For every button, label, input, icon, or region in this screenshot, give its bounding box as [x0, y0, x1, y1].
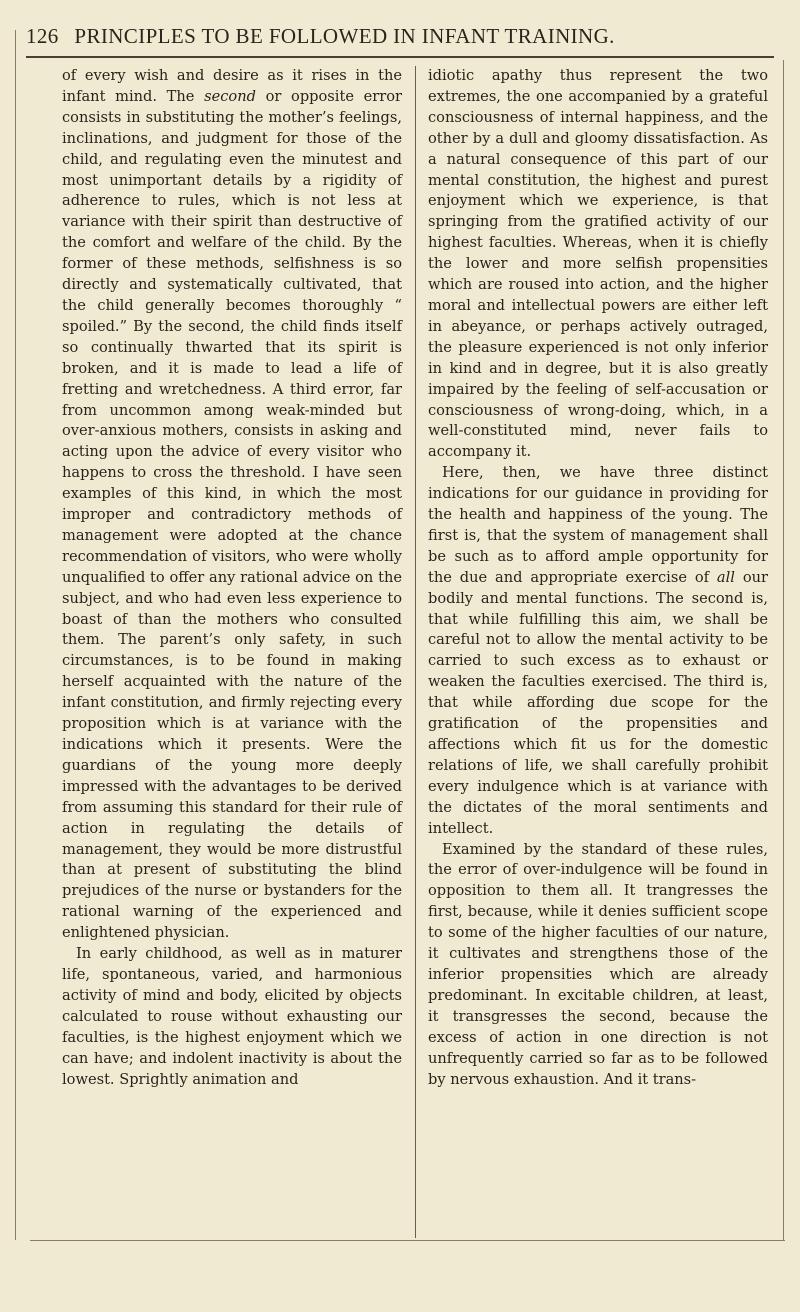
- left-paragraph-1: of every wish and desire as it rises in the infant mind. The second or opposite error consists in substituting the mother’s feelings, inclinations, and judgment for those of the child, and regulating even the minutest and most unimportant details by a rigidity of adherence to rules, which is not less at variance with their spirit than destructive of the comfort and welfare of the child. By the former of these methods, selfishness is so directly and systematically cultivated, that the child generally becomes thoroughly “ spoiled.” By the second, the child finds itself so continually thwarted that its spirit is broken, and it is made to lead a life of fretting and wretchedness. A third error, far from uncommon among weak-minded but over-anxious mothers, consists in asking and acting upon the advice of every visitor who happens to cross the threshold. I have seen examples of this kind, in which the most improper and contradictory methods of management were adopted at the chance recommendation of visitors, who were wholly unqualified to offer any rational advice on the subject, and who had even less experience to boast of than the mothers who consulted them. The parent’s only safety, in such circumstances, is to be found in making herself acquainted with the nature of the infant constitution, and firmly rejecting every proposition which is at variance with the indications which it presents. Were the guardians of the young more deeply impressed with the advantages to be derived from assuming this standard for their rule of action in regulating the details of management, they would be more distrustful than at present of substituting the blind prejudices of the nurse or bystanders for the rational warning of the experienced and enlightened physician.: [62, 67, 402, 942]
- left-column: [62, 66, 402, 1090]
- page-number: 126: [26, 24, 59, 48]
- right-paragraph-2: Here, then, we have three distinct indications for our guidance in providing for the health and happiness of the young. The first is, that the system of management shall be such as to afford ample opportunity for the due and appropriate exercise of all our bodily and mental functions. The second is, that while fulfilling this aim, we shall be careful not to allow the mental activity to be carried to such excess as to exhaust or weaken the faculties exercised. The third is, that while affording due scope for the gratification of the propensities and affections which fit us for the domestic relations of life, we shall carefully prohibit every indulgence which is at variance with the dictates of the moral sentiments and intellect.: [428, 464, 768, 837]
- right-paragraph-3: Examined by the standard of these rules, the error of over-indulgence will be found in opposition to them all. It trangresses the first, because, while it denies sufficient scope to some of the higher faculties of our nature, it cultivates and strengthens those of the inferior propensities which are already predominant. In excitable children, at least, it transgresses the second, because the excess of action in one direction is not unfrequently carried so far as to be followed by nervous exhaustion. And it trans-: [428, 840, 768, 1088]
- header-rule: [26, 56, 774, 58]
- right-page-edge-line: [783, 60, 784, 1240]
- right-column: [428, 66, 768, 1090]
- bottom-edge-line: [30, 1240, 785, 1241]
- left-paragraph-2: In early childhood, as well as in maturer life, spontaneous, varied, and harmonious activity of mind and body, elicited by objects calculated to rouse without exhausting our faculties, is the highest enjoyment which we can have; and indolent inactivity is about the lowest. Sprightly animation and: [62, 945, 402, 1088]
- left-page-edge-line: [15, 30, 16, 1240]
- running-title: PRINCIPLES TO BE FOLLOWED IN INFANT TRAINING.: [74, 24, 615, 48]
- emphasis-all: all: [716, 568, 735, 586]
- column-divider: [415, 66, 416, 1238]
- page-header: [26, 24, 766, 49]
- emphasis-second: second: [204, 87, 256, 105]
- right-paragraph-1: idiotic apathy thus represent the two extremes, the one accompanied by a grateful consciousness of internal happiness, and the other by a dull and gloomy dissatisfaction. As a natural consequence of this part of our mental constitution, the highest and purest enjoyment which we experience, is that springing from the gratified activity of our highest faculties. Whereas, when it is chiefly the lower and more selfish propensities which are roused into action, and the higher moral and intellectual powers are either left in abeyance, or perhaps actively outraged, the pleasure experienced is not only inferior in kind and in degree, but it is also greatly impaired by the feeling of self-accusation or consciousness of wrong-doing, which, in a well-constituted mind, never fails to accompany it.: [428, 67, 768, 461]
